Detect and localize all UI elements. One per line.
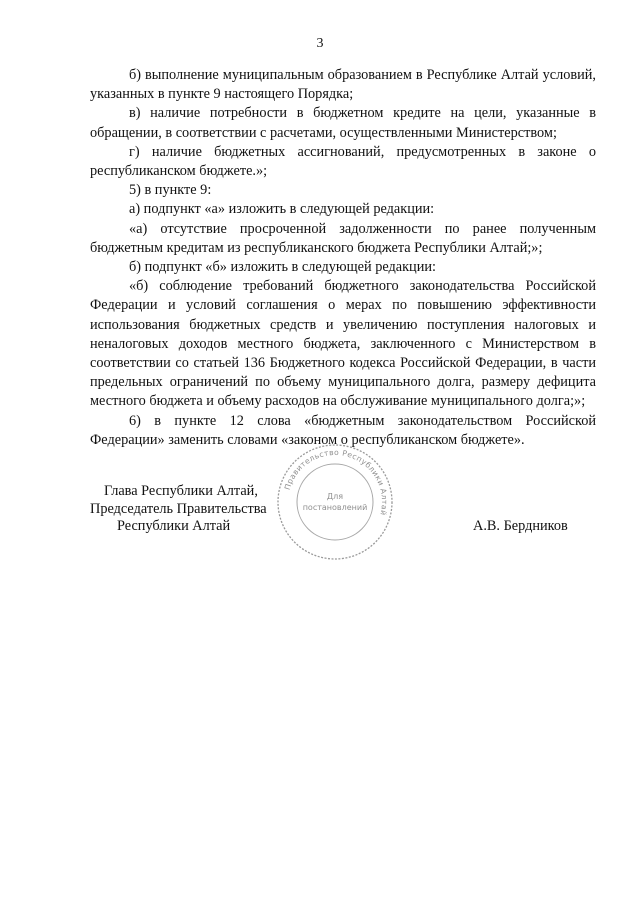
paragraph-b-condition: б) выполнение муниципальным образованием в Республике Алтай условий, указанных в пункте 9 настоящего Порядка;: [90, 67, 596, 103]
paragraph-v-condition: в) наличие потребности в бюджетном кредите на цели, указанные в обращении, в соответствии с расчетами, осуществленными Министерством;: [90, 105, 596, 141]
paragraph-g-condition: г) наличие бюджетных ассигнований, предусмотренных в законе о республиканском бюджете.»;: [90, 143, 596, 180]
paragraph-subitem-a-text: «а) отсутствие просроченной задолженности по ранее полученным бюджетным кредитам из республиканского бюджета Республики Алтай;»;: [90, 220, 596, 256]
signatory-title-line3: Республики Алтай: [117, 518, 231, 534]
seal-ring-text: Правительство Республики Алтай: [282, 447, 390, 517]
seal-center-line2: постановлений: [302, 503, 368, 512]
page-number: 3: [316, 36, 324, 51]
paragraph-subitem-b-intro: б) подпункт «б» изложить в следующей редакции:: [129, 259, 436, 276]
signatory-title-line2: Председатель Правительства: [90, 500, 267, 517]
signatory-title: [90, 483, 267, 536]
signatory-title-line1: Глава Республики Алтай,: [104, 483, 258, 499]
seal-center-line1: Для: [326, 492, 344, 501]
paragraph-item-6: 6) в пункте 12 слова «бюджетным законодательством Российской Федерации» заменить словами «законом о республиканском бюджете».: [90, 412, 596, 448]
document-body: [90, 66, 596, 450]
paragraph-subitem-b-text: «б) соблюдение требований бюджетного законодательства Российской Федерации и условий соглашения о мерах по повышению эффективности использования бюджетных средств и увеличению поступления налоговых и неналоговых доходов местного бюджета, заключенного с Министерством в соответствии со статьей 136 Бюджетного кодекса Российской Федерации, в части предельных ограничений по объему муниципального долга, размеру дефицита местного бюджета и объему расходов на обслуживание муниципального долга;»;: [90, 278, 596, 410]
paragraph-item-5: 5) в пункте 9:: [129, 182, 212, 199]
paragraph-subitem-a-intro: а) подпункт «а» изложить в следующей редакции:: [129, 201, 435, 218]
official-seal: [275, 442, 395, 562]
signatory-name: А.В. Бердников: [473, 518, 568, 534]
